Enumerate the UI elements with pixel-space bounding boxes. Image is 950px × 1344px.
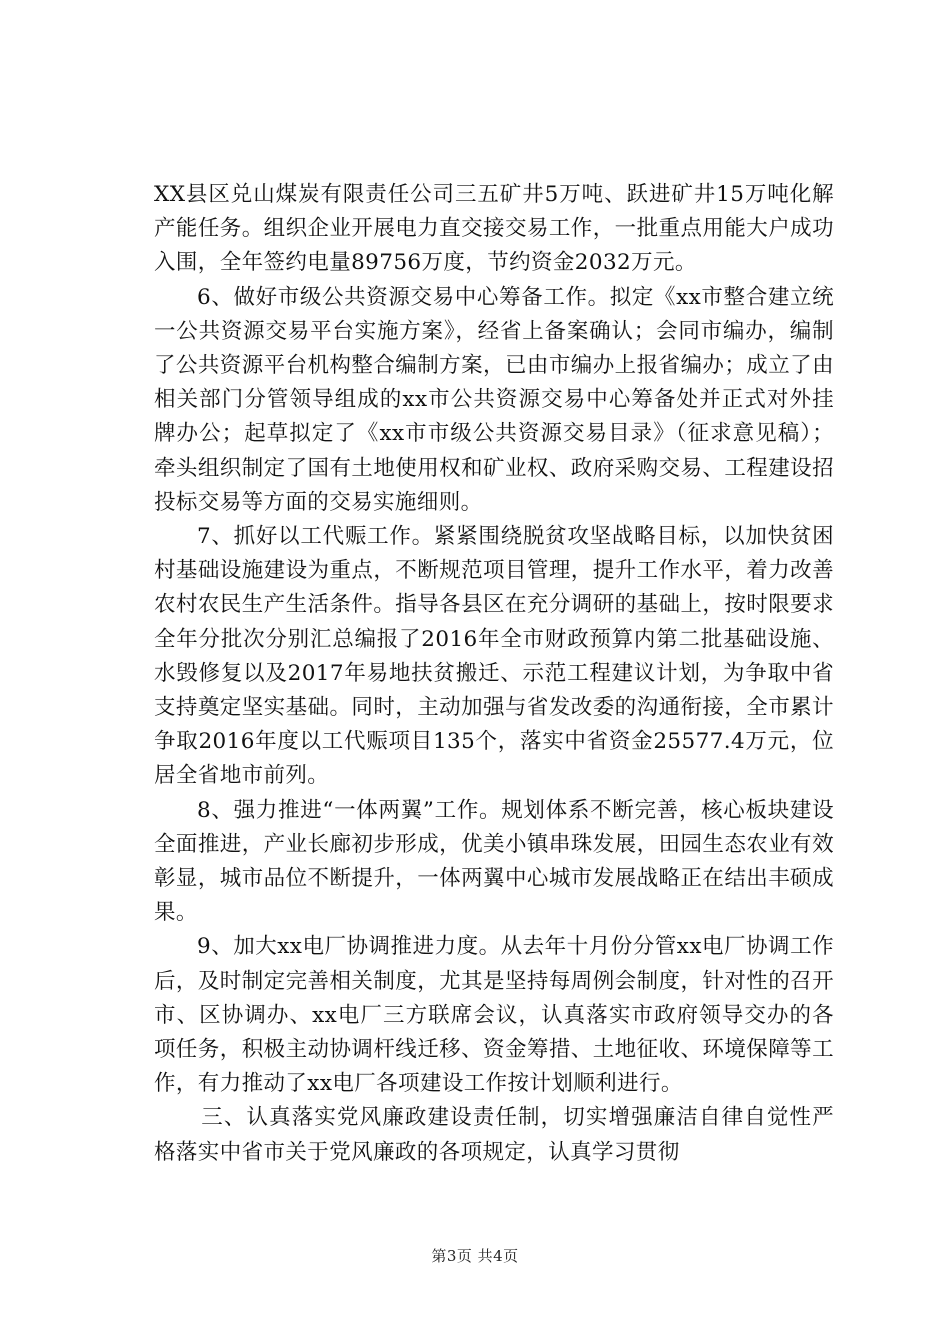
paragraph-capacity-reduction: XX县区兑山煤炭有限责任公司三五矿井5万吨、跃进矿井15万吨化解产能任务。组织企业开展电力直交接交易工作，一批重点用能大户成功入围，全年签约电量89756万度，节约资金2032万元。	[154, 182, 834, 276]
paragraph-item-9: 9、加大xx电厂协调推进力度。从去年十月份分管xx电厂协调工作后，及时制定完善相关制度，尤其是坚持每周例会制度，针对性的召开市、区协调办、xx电厂三方联席会议，认真落实市政府领导交办的各项任务，积极主动协调杆线迁移、资金筹措、土地征收、环境保障等工作，有力推动了xx电厂各项建设工作按计划顺利进行。	[154, 934, 834, 1097]
paragraph-section-3: 三、认真落实党风廉政建设责任制，切实增强廉洁自律自觉性严格落实中省市关于党风廉政的各项规定，认真学习贯彻	[154, 1105, 834, 1165]
paragraph-item-7: 7、抓好以工代赈工作。紧紧围绕脱贫攻坚战略目标，以加快贫困村基础设施建设为重点，不断规范项目管理，提升工作水平，着力改善农村农民生产生活条件。指导各县区在充分调研的基础上，按时限要求全年分批次分别汇总编报了2016年全市财政预算内第二批基础设施、水毁修复以及2017年易地扶贫搬迁、示范工程建议计划，为争取中省支持奠定坚实基础。同时，主动加强与省发改委的沟通衔接，全市累计争取2016年度以工代赈项目135个，落实中省资金25577.4万元，位居全省地市前列。	[154, 524, 834, 789]
paragraph-item-8: 8、强力推进“一体两翼”工作。规划体系不断完善，核心板块建设全面推进，产业长廊初步形成，优美小镇串珠发展，田园生态农业有效彰显，城市品位不断提升，一体两翼中心城市发展战略正在结出丰硕成果。	[154, 797, 834, 926]
paragraph-item-6: 6、做好市级公共资源交易中心筹备工作。拟定《xx市整合建立统一公共资源交易平台实施方案》，经省上备案确认；会同市编办，编制了公共资源平台机构整合编制方案，已由市编办上报省编办；成立了由相关部门分管领导组成的xx市公共资源交易中心筹备处并正式对外挂牌办公；起草拟定了《xx市市级公共资源交易目录》（征求意见稿）；牵头组织制定了国有土地使用权和矿业权、政府采购交易、工程建设招投标交易等方面的交易实施细则。	[154, 284, 834, 515]
document-body	[154, 178, 834, 1170]
page-number-footer: 第3页 共4页	[431, 1247, 519, 1265]
